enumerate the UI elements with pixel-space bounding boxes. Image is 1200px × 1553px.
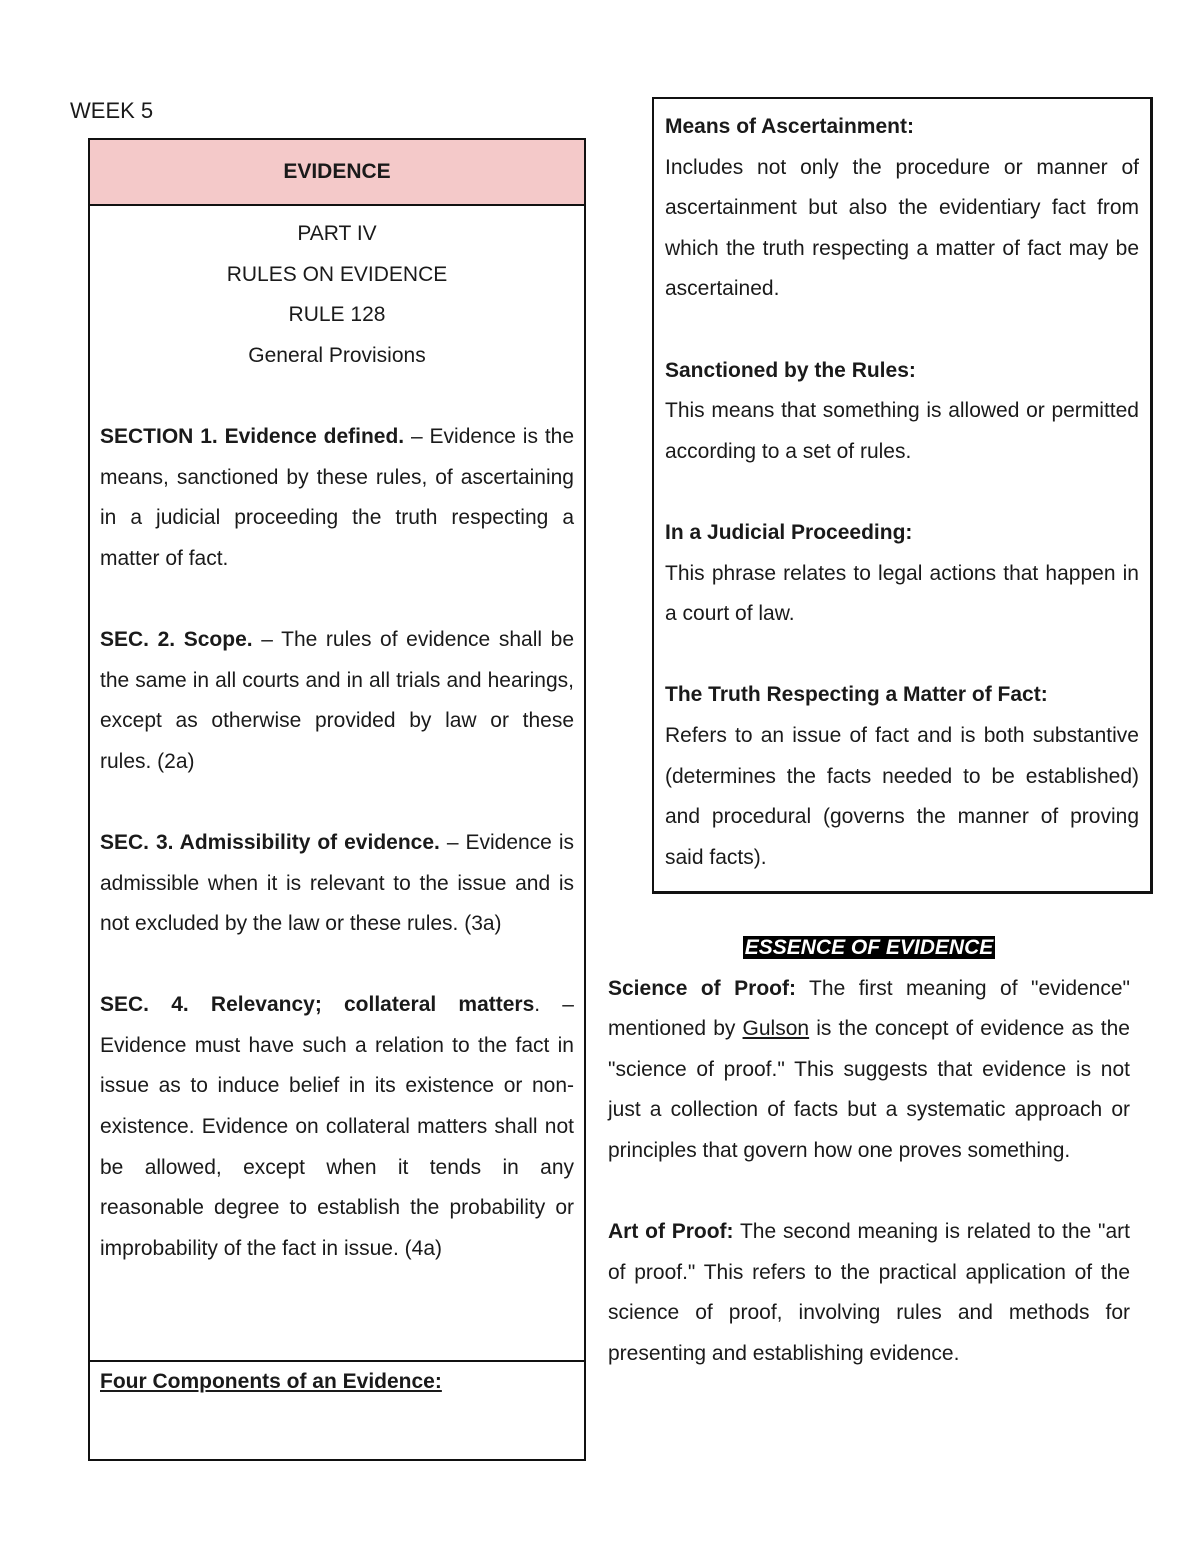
- definition-text: Refers to an issue of fact and is both substantive (determines the facts needed to be established) and procedural (governs the manner of proving said facts).: [665, 723, 1139, 869]
- author-name: Gulson: [742, 1017, 810, 1041]
- definition-heading: Sanctioned by the Rules:: [665, 358, 916, 382]
- section-heading: SEC. 4. Relevancy; collateral matters: [100, 993, 535, 1017]
- art-text: The second meaning is related to the "art of proof." This refers to the practical application of the science of proof, involving rules and methods for presenting and establishing evidence.: [608, 1220, 1130, 1365]
- section-heading: SEC. 2. Scope.: [100, 627, 253, 651]
- components-heading: Four Components of an Evidence:: [100, 1370, 442, 1393]
- science-of-proof: [608, 969, 1130, 1172]
- definition-item: [665, 675, 1139, 878]
- section-text: – The rules of evidence shall be the same in all courts and in all trials and hearings, except as otherwise provided by law or these rules. (2a): [100, 627, 574, 773]
- art-of-proof: [608, 1212, 1130, 1374]
- science-heading: Science of Proof:: [608, 976, 796, 1000]
- rule-subtitle: General Provisions: [248, 343, 426, 367]
- section-heading: SECTION 1. Evidence defined.: [100, 424, 405, 448]
- definition-item: [665, 351, 1139, 473]
- definition-heading: Means of Ascertainment:: [665, 115, 914, 138]
- definitions-box: [652, 97, 1153, 894]
- rules-body: [90, 206, 584, 1269]
- definition-heading: The Truth Respecting a Matter of Fact:: [665, 683, 1048, 707]
- science-text-cont: is the concept of evidence as the "science of proof." This suggests that evidence is not just a collection of facts but a systematic approach or principles that govern how one proves something.: [608, 1017, 1130, 1162]
- section-4: [100, 985, 574, 1269]
- section-text: . – Evidence must have such a relation to the fact in issue as to induce belief in its existence or non-existence. Evidence on collateral matters shall not be allowed, except when it tends in any reasonable degree to establish the probability or improbability of the fact in issue. (4a): [100, 993, 574, 1260]
- essence-title: ESSENCE OF EVIDENCE: [744, 936, 994, 959]
- section-text: – Evidence is the means, sanctioned by these rules, of ascertaining in a judicial proceeding the truth respecting a matter of fact.: [100, 424, 575, 570]
- art-heading: Art of Proof:: [608, 1220, 734, 1244]
- section-text: – Evidence is admissible when it is relevant to the issue and is not excluded by the law or these rules. (3a): [100, 830, 574, 936]
- definition-heading: In a Judicial Proceeding:: [665, 520, 913, 544]
- essence-section: [608, 928, 1130, 1375]
- section-2: [100, 620, 574, 782]
- section-heading: SEC. 3. Admissibility of evidence.: [100, 830, 440, 854]
- section-3: [100, 823, 574, 945]
- definition-text: This phrase relates to legal actions that happen in a court of law.: [665, 561, 1139, 626]
- week-label: WEEK 5: [70, 98, 154, 123]
- components-footer: [90, 1360, 584, 1459]
- definition-text: Includes not only the procedure or manner of ascertainment but also the evidentiary fact from which the truth respecting a matter of fact may be ascertained.: [665, 155, 1139, 301]
- rule-number: RULE 128: [288, 303, 386, 327]
- part-title: PART IV: [297, 222, 377, 245]
- definition-item: [665, 513, 1139, 635]
- rules-box: [88, 138, 586, 1461]
- definition-text: This means that something is allowed or permitted according to a set of rules.: [665, 399, 1139, 463]
- definition-item: [665, 107, 1139, 310]
- box-header: EVIDENCE: [90, 140, 584, 206]
- rules-title: RULES ON EVIDENCE: [226, 262, 448, 286]
- science-text: The first meaning of "evidence" mentioned by: [608, 976, 1130, 1041]
- section-1: [100, 417, 574, 579]
